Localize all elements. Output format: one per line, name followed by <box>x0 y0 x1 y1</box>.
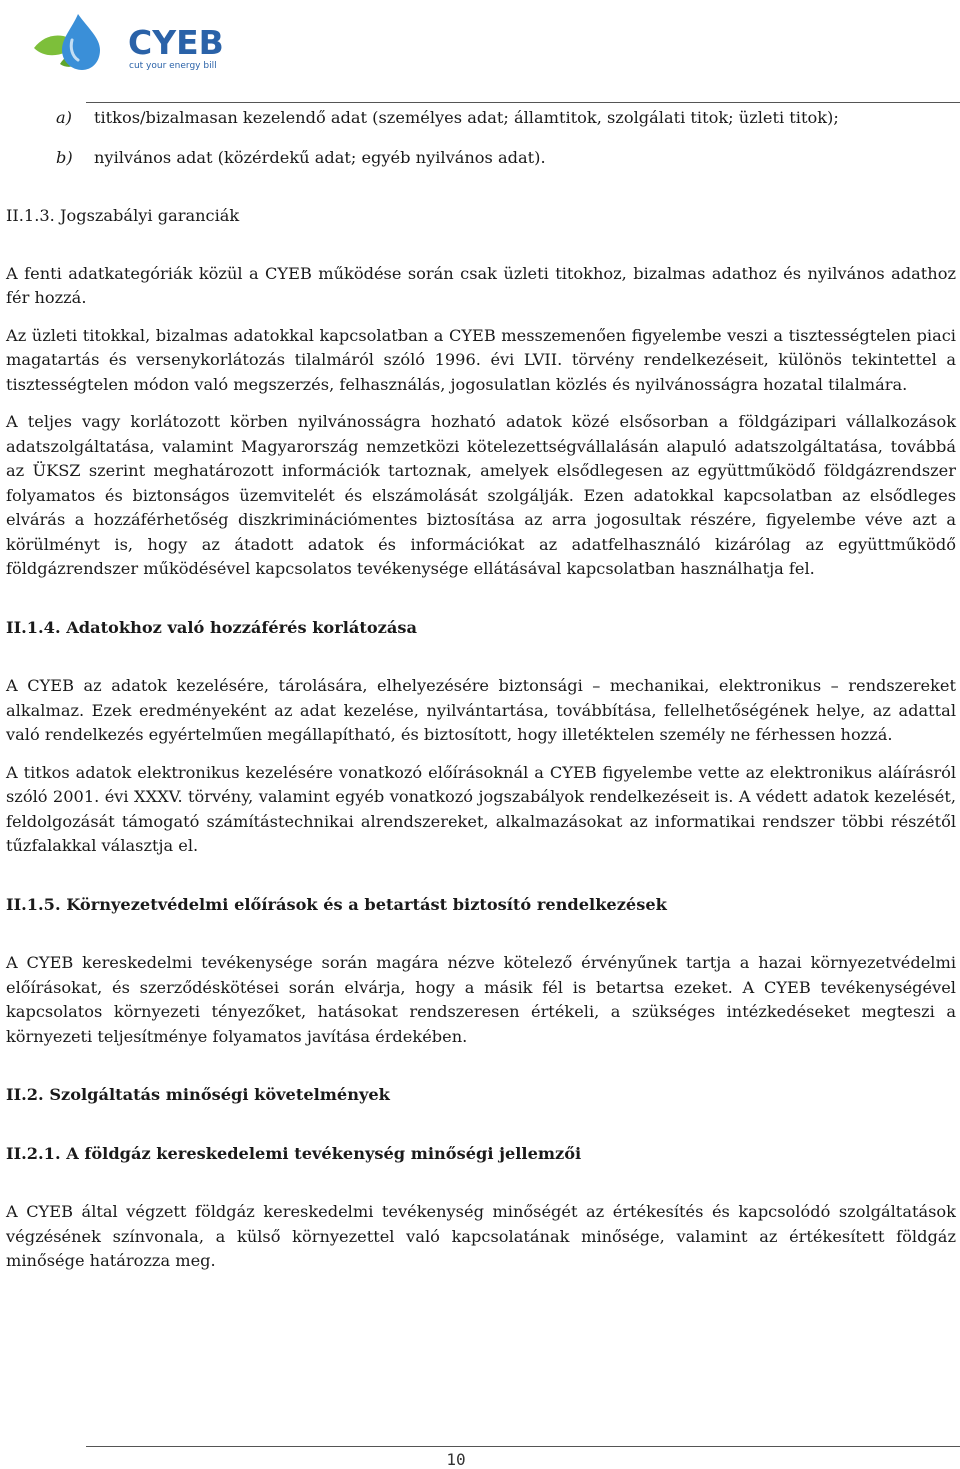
section-heading: II.1.4. Adatokhoz való hozzáférés korlátozása <box>6 617 417 637</box>
paragraph: A CYEB kereskedelmi tevékenysége során magára nézve kötelező érvényűnek tartja a hazai környezetvédelmi előírásokat, és szerződéskötései során elvárja, hogy a másik fél is betartsa ezeket. A CYEB tevékenységével kapcsolatos környezeti tényezőket, hatásokat rendszeresen értékeli, a szükséges intézkedéseket megteszi a környezeti teljesítménye folyamatos javítása érdekében. <box>6 953 956 1046</box>
paragraph: A teljes vagy korlátozott körben nyilvánosságra hozható adatok közé elsősorban a földgázipari vállalkozások adatszolgáltatása, valamint Magyarország nemzetközi kötelezettségvállalásán alapuló adatszolgáltatása, továbbá az ÜKSZ szerint meghatározott információk tartoznak, amelyek elsődlegesen az együttműködő földgázrendszer folyamatos és biztonságos üzemvitelét és elszámolását szolgálják. Ezen adatokkal kapcsolatban az elsődleges elvárás a hozzáférhetőség diszkriminációmentes biztosítása az arra jogosultak részére, figyelembe véve azt a körülményt is, hogy az átadott adatok és információkat az adatfelhasználó kizárólag az együttműködő földgázrendszer működésével kapcsolatos tevékenysége ellátásával kapcsolatban használhatja fel. <box>6 412 956 578</box>
list-marker: a) <box>56 108 72 127</box>
list-item-text: titkos/bizalmasan kezelendő adat (személyes adat; államtitok, szolgálati titok; üzleti titok); <box>94 108 839 127</box>
section-heading: II.2. Szolgáltatás minőségi követelmények <box>6 1085 390 1104</box>
section-heading: II.2.1. A földgáz kereskedelemi tevékenység minőségi jellemzői <box>6 1143 582 1163</box>
footer-divider <box>86 1446 960 1447</box>
paragraph: A titkos adatok elektronikus kezelésére vonatkozó előírásoknál a CYEB figyelembe vette az elektronikus aláírásról szóló 2001. évi XXXV. törvény, valamint egyéb vonatkozó jogszabályok rendelkezéseit is. A védett adatok kezelését, feldolgozását támogató számítástechnikai alrendszereket, alkalmazásokat az informatikai rendszer többi részétől tűzfalakkal választja el. <box>6 762 956 855</box>
section-heading: II.1.3. Jogszabályi garanciák <box>6 206 240 225</box>
logo-wordmark: CYEB <box>128 23 224 62</box>
list-marker: b) <box>56 147 73 167</box>
document-body <box>6 104 956 1274</box>
paragraph: A fenti adatkategóriák közül a CYEB működése során csak üzleti titokhoz, bizalmas adathoz és nyilvános adathoz fér hozzá. <box>6 263 956 307</box>
company-logo <box>32 10 224 76</box>
leaf-drop-icon <box>32 10 132 76</box>
list-item-text: nyilvános adat (közérdekű adat; egyéb nyilvános adat). <box>94 147 546 167</box>
logo-tagline: cut your energy bill <box>129 61 217 71</box>
header-divider <box>86 102 960 103</box>
list-item <box>6 106 956 131</box>
section-heading: II.1.5. Környezetvédelmi előírások és a betartást biztosító rendelkezések <box>6 894 667 914</box>
page-number: 10 <box>446 1450 466 1469</box>
page-header <box>0 0 960 104</box>
paragraph: Az üzleti titokkal, bizalmas adatokkal kapcsolatban a CYEB messzemenően figyelembe veszi a tisztességtelen piaci magatartás és versenykorlátozás tilalmáról szóló 1996. évi LVII. törvény rendelkezéseit, különös tekintettel a tisztességtelen módon való megszerzés, felhasználás, jogosulatlan közlés és nyilvánosságra hozatal tilalmára. <box>6 325 956 394</box>
paragraph: A CYEB az adatok kezelésére, tárolására, elhelyezésére biztonsági – mechanikai, elektronikus – rendszereket alkalmaz. Ezek eredményeként az adat kezelése, nyilvántartása, továbbítása, fellelhetőségének helye, az adattal való rendelkezés egyértelműen megállapítható, és biztosított, hogy illetéktelen személy ne férhessen hozzá. <box>6 676 956 744</box>
paragraph: A CYEB által végzett földgáz kereskedelmi tevékenység minőségét az értékesítés és kapcsolódó szolgáltatások végzésének színvonala, a külső környezettel való kapcsolatának minősége, valamint az értékesített földgáz minősége határozza meg. <box>6 1202 956 1270</box>
list-item <box>6 146 956 171</box>
